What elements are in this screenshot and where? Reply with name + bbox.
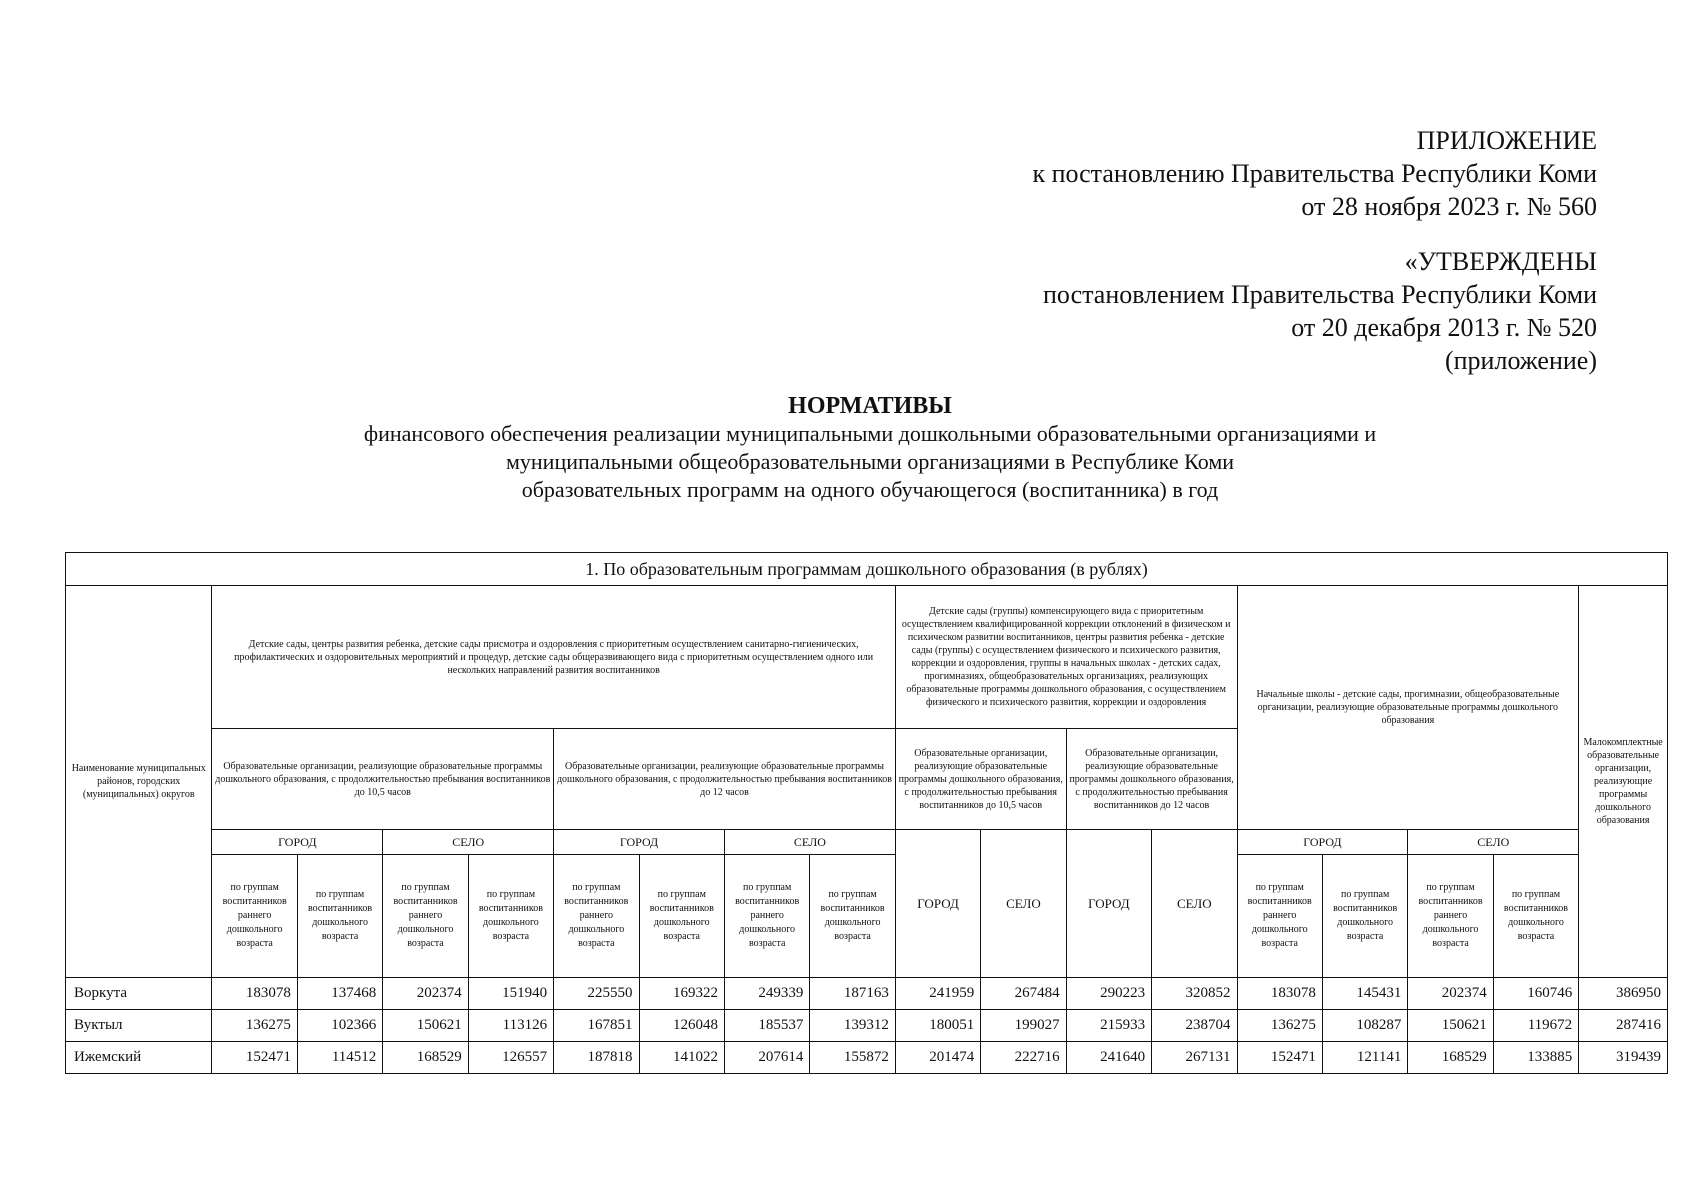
norm-value-cell: 150621 (1408, 1010, 1493, 1042)
appendix-resolution: к постановлению Правительства Республики Коми (1032, 159, 1597, 188)
norm-value-cell: 168529 (1408, 1042, 1493, 1074)
norm-value-cell: 222716 (981, 1042, 1066, 1074)
norm-value-cell: 215933 (1066, 1010, 1151, 1042)
approved-resolution: постановлением Правительства Республики Коми (1043, 280, 1597, 309)
norm-value-cell: 187163 (810, 978, 895, 1010)
header-selo: СЕЛО (1152, 830, 1237, 978)
norm-value-cell: 290223 (1066, 978, 1151, 1010)
table-row (66, 1010, 1668, 1042)
column-header-municipality: Наименование муниципальных районов, городских (муниципальных) округов (66, 586, 212, 978)
approved-note: (приложение) (1444, 346, 1597, 375)
approved-title: «УТВЕРЖДЕНЫ (1404, 247, 1597, 276)
norm-value-cell: 241959 (895, 978, 980, 1010)
table-section-title: 1. По образовательным программам дошкольного образования (в рублях) (66, 553, 1668, 586)
norm-value-cell: 139312 (810, 1010, 895, 1042)
compensating-subgroup-10-5-hours: Образовательные организации, реализующие образовательные программы дошкольного образования, с продолжительностью пребывания воспитанников до 10,5 часов (895, 729, 1066, 830)
header-early-age: по группам воспитанников раннего дошкольного возраста (1237, 855, 1322, 978)
norm-value-cell: 202374 (383, 978, 468, 1010)
norm-value-cell: 183078 (1237, 978, 1322, 1010)
header-preschool-age: по группам воспитанников дошкольного возраста (297, 855, 382, 978)
norm-value-cell: 152471 (1237, 1042, 1322, 1074)
norm-value-cell: 207614 (724, 1042, 809, 1074)
norm-value-cell: 119672 (1493, 1010, 1578, 1042)
document-subtitle-line3: образовательных программ на одного обучающегося (воспитанника) в год (521, 477, 1219, 502)
norm-value-cell: 319439 (1579, 1042, 1668, 1074)
norm-value-cell: 185537 (724, 1010, 809, 1042)
norm-value-cell: 136275 (1237, 1010, 1322, 1042)
table-body (66, 978, 1668, 1074)
norm-value-cell: 151940 (468, 978, 553, 1010)
norm-value-cell: 150621 (383, 1010, 468, 1042)
norm-value-cell: 183078 (212, 978, 297, 1010)
subgroup-12-hours: Образовательные организации, реализующие образовательные программы дошкольного образования, с продолжительностью пребывания воспитанников до 12 часов (554, 729, 896, 830)
header-selo: СЕЛО (724, 830, 895, 855)
norm-value-cell: 167851 (554, 1010, 639, 1042)
header-early-age: по группам воспитанников раннего дошкольного возраста (724, 855, 809, 978)
norm-value-cell: 145431 (1322, 978, 1407, 1010)
norm-value-cell: 202374 (1408, 978, 1493, 1010)
header-selo: СЕЛО (383, 830, 554, 855)
header-early-age: по группам воспитанников раннего дошкольного возраста (212, 855, 297, 978)
column-group-compensating: Детские сады (группы) компенсирующего вида с приоритетным осуществлением квалифицированной коррекции отклонений в физическом и психическом развитии воспитанников, центры развития ребенка - детские сады (группы) с осуществлением физического и психического развития, коррекции и оздоровления, группы в начальных школах - детских садах, прогимназиях, общеобразовательных организациях, реализующих образовательные программы дошкольного образования, с осуществлением физического и психического развития, коррекции и оздоровления (895, 586, 1237, 729)
norm-value-cell: 108287 (1322, 1010, 1407, 1042)
subgroup-10-5-hours: Образовательные организации, реализующие образовательные программы дошкольного образования, с продолжительностью пребывания воспитанников до 10,5 часов (212, 729, 554, 830)
norm-value-cell: 241640 (1066, 1042, 1151, 1074)
norm-value-cell: 136275 (212, 1010, 297, 1042)
column-group-kindergartens: Детские сады, центры развития ребенка, детские сады присмотра и оздоровления с приоритетным осуществлением санитарно-гигиенических, профилактических и оздоровительных мероприятий и процедур, детские сады общеразвивающего вида с приоритетным осуществлением одного или нескольких направлений развития воспитанников (212, 586, 895, 729)
norm-value-cell: 238704 (1152, 1010, 1237, 1042)
header-early-age: по группам воспитанников раннего дошкольного возраста (383, 855, 468, 978)
norm-value-cell: 320852 (1152, 978, 1237, 1010)
norm-value-cell: 249339 (724, 978, 809, 1010)
approved-date: от 20 декабря 2013 г. № 520 (1291, 313, 1597, 342)
norm-value-cell: 201474 (895, 1042, 980, 1074)
appendix-date: от 28 ноября 2023 г. № 560 (1301, 192, 1597, 221)
municipality-name: Вуктыл (66, 1010, 212, 1042)
norm-value-cell: 160746 (1493, 978, 1578, 1010)
norm-value-cell: 287416 (1579, 1010, 1668, 1042)
document-subtitle-line2: муниципальными общеобразовательными организациями в Республике Коми (505, 449, 1235, 474)
norm-value-cell: 225550 (554, 978, 639, 1010)
norm-value-cell: 152471 (212, 1042, 297, 1074)
table-row (66, 978, 1668, 1010)
header-selo: СЕЛО (981, 830, 1066, 978)
norm-value-cell: 267131 (1152, 1042, 1237, 1074)
norm-value-cell: 126048 (639, 1010, 724, 1042)
document-title-block (0, 392, 1692, 504)
header-gorod: ГОРОД (1237, 830, 1408, 855)
norm-value-cell: 386950 (1579, 978, 1668, 1010)
header-early-age: по группам воспитанников раннего дошкольного возраста (1408, 855, 1493, 978)
norms-table (65, 552, 1668, 1074)
norm-value-cell: 137468 (297, 978, 382, 1010)
norm-value-cell: 126557 (468, 1042, 553, 1074)
column-group-small-schools: Малокомплектные образовательные организации, реализующие программы дошкольного образования (1579, 586, 1668, 978)
compensating-subgroup-12-hours: Образовательные организации, реализующие образовательные программы дошкольного образования, с продолжительностью пребывания воспитанников до 12 часов (1066, 729, 1237, 830)
table-row (66, 1042, 1668, 1074)
header-early-age: по группам воспитанников раннего дошкольного возраста (554, 855, 639, 978)
header-gorod: ГОРОД (554, 830, 725, 855)
header-preschool-age: по группам воспитанников дошкольного возраста (468, 855, 553, 978)
norm-value-cell: 155872 (810, 1042, 895, 1074)
header-preschool-age: по группам воспитанников дошкольного возраста (810, 855, 895, 978)
norm-value-cell: 133885 (1493, 1042, 1578, 1074)
document-subtitle-line1: финансового обеспечения реализации муниципальными дошкольными образовательными организациями и (363, 421, 1377, 446)
municipality-name: Ижемский (66, 1042, 212, 1074)
document-title: НОРМАТИВЫ (788, 393, 952, 419)
header-gorod: ГОРОД (212, 830, 383, 855)
header-preschool-age: по группам воспитанников дошкольного возраста (639, 855, 724, 978)
header-preschool-age: по группам воспитанников дошкольного возраста (1322, 855, 1407, 978)
approved-block (1043, 245, 1597, 377)
header-preschool-age: по группам воспитанников дошкольного возраста (1493, 855, 1578, 978)
norm-value-cell: 102366 (297, 1010, 382, 1042)
header-gorod: ГОРОД (895, 830, 980, 978)
norm-value-cell: 141022 (639, 1042, 724, 1074)
norm-value-cell: 180051 (895, 1010, 980, 1042)
header-selo: СЕЛО (1408, 830, 1579, 855)
norm-value-cell: 168529 (383, 1042, 468, 1074)
municipality-name: Воркута (66, 978, 212, 1010)
norm-value-cell: 169322 (639, 978, 724, 1010)
norm-value-cell: 121141 (1322, 1042, 1407, 1074)
header-gorod: ГОРОД (1066, 830, 1151, 978)
norm-value-cell: 199027 (981, 1010, 1066, 1042)
column-group-primary-schools: Начальные школы - детские сады, прогимназии, общеобразовательные организации, реализующие образовательные программы дошкольного образования (1237, 586, 1579, 830)
norm-value-cell: 267484 (981, 978, 1066, 1010)
appendix-header (1032, 124, 1597, 223)
norm-value-cell: 113126 (468, 1010, 553, 1042)
norm-value-cell: 187818 (554, 1042, 639, 1074)
norm-value-cell: 114512 (297, 1042, 382, 1074)
appendix-title: ПРИЛОЖЕНИЕ (1416, 126, 1597, 155)
